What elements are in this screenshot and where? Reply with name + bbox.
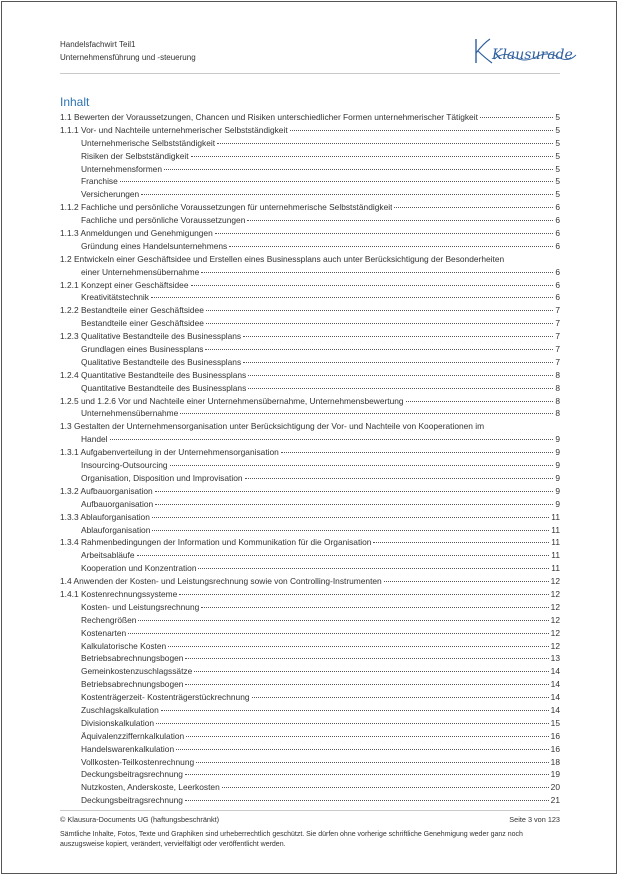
toc-leader-dots (243, 336, 553, 337)
toc-leader-dots (394, 207, 553, 208)
toc-leader-dots (191, 285, 554, 286)
toc-subentry[interactable] (60, 640, 560, 653)
toc-page-number: 11 (551, 511, 560, 522)
toc-page-number: 12 (550, 601, 560, 612)
toc-leader-dots (480, 117, 553, 118)
toc-entry-text: Gemeinkostenzuschlagssätze (81, 666, 193, 677)
toc-entry[interactable] (60, 111, 560, 124)
toc-page-number: 7 (555, 344, 560, 355)
toc-leader-dots (137, 555, 550, 556)
toc-leader-dots (191, 156, 554, 157)
toc-entry-text: Franchise (81, 176, 118, 187)
toc-page-number: 5 (555, 163, 560, 174)
toc-entry[interactable] (60, 124, 560, 137)
toc-page-number: 11 (551, 537, 560, 548)
toc-entry-text: Kooperation und Konzentration (81, 563, 197, 574)
toc-entry-text: Unternehmensformen (81, 163, 162, 174)
toc-entry-text: 1.3.3 Ablauforganisation (60, 511, 150, 522)
toc-entry-text: Aufbauorganisation (81, 498, 154, 509)
toc-page-number: 16 (550, 743, 560, 754)
toc-leader-dots (290, 130, 554, 131)
toc-entry-text: Grundlagen eines Businessplans (81, 344, 204, 355)
toc-entry[interactable] (60, 330, 560, 343)
toc-leader-dots (155, 504, 553, 505)
toc-page-number: 6 (555, 202, 560, 213)
toc-leader-dots (217, 143, 553, 144)
toc-entry-text: Arbeitsabläufe (81, 550, 135, 561)
toc-subentry[interactable] (60, 459, 560, 472)
toc-leader-dots (229, 246, 553, 247)
toc-leader-dots (248, 375, 553, 376)
toc-page-number: 19 (550, 769, 560, 780)
toc-entry[interactable] (60, 485, 560, 498)
toc-page-number: 11 (551, 524, 560, 535)
toc-leader-dots (152, 517, 549, 518)
toc-page-number: 6 (555, 266, 560, 277)
toc-leader-dots (206, 310, 553, 311)
toc-entry-text: einer Unternehmensübernahme (81, 266, 200, 277)
toc-leader-dots (215, 233, 554, 234)
toc-page-number: 11 (551, 563, 560, 574)
toc-leader-dots (155, 491, 554, 492)
toc-entry-text: Äquivalenzziffernkalkulation (81, 730, 185, 741)
toc-leader-dots (281, 452, 553, 453)
table-of-contents (60, 111, 560, 807)
toc-page-number: 21 (550, 795, 560, 806)
toc-leader-dots (222, 787, 549, 788)
header-divider (60, 73, 560, 74)
toc-subentry[interactable] (60, 678, 560, 691)
toc-entry-text: Kostenträgerzeit- Kostenträgerstückrechnung (81, 692, 250, 703)
toc-subentry[interactable] (60, 549, 560, 562)
toc-subentry[interactable] (60, 756, 560, 769)
toc-leader-dots (156, 723, 549, 724)
toc-leader-dots (161, 710, 549, 711)
toc-subentry[interactable] (60, 356, 560, 369)
toc-page-number: 18 (550, 756, 560, 767)
toc-leader-dots (168, 646, 548, 647)
toc-leader-dots (205, 349, 553, 350)
toc-entry-text: 1.1.3 Anmeldungen und Genehmigungen (60, 228, 213, 239)
toc-leader-dots (243, 362, 553, 363)
toc-leader-dots (384, 581, 549, 582)
toc-page-number: 7 (555, 331, 560, 342)
toc-page-number: 9 (555, 460, 560, 471)
toc-page-number: 6 (555, 215, 560, 226)
toc-entry-text: 1.4 Anwenden der Kosten- und Leistungsrechnung sowie von Controlling-Instrumenten (60, 576, 382, 587)
toc-subentry[interactable] (60, 317, 560, 330)
toc-leader-dots (196, 762, 549, 763)
toc-page-number: 8 (555, 395, 560, 406)
header-subtitle: Unternehmensführung und -steuerung (60, 53, 196, 62)
toc-entry-text: 1.3 Gestalten der Unternehmensorganisation unter Berücksichtigung der Vor- und Nachteile von Kooperationen im (60, 421, 485, 432)
toc-entry-text: Gründung eines Handelsunternehmens (81, 240, 228, 251)
toc-leader-dots (180, 413, 553, 414)
toc-subentry[interactable] (60, 627, 560, 640)
toc-subentry[interactable] (60, 781, 560, 794)
toc-page-number: 6 (555, 240, 560, 251)
toc-entry-text: Handelswarenkalkulation (81, 743, 175, 754)
toc-page-number: 5 (555, 189, 560, 200)
toc-subentry[interactable] (60, 524, 560, 537)
toc-subentry[interactable] (60, 601, 560, 614)
toc-page-number: 13 (550, 653, 560, 664)
toc-leader-dots (138, 620, 548, 621)
toc-entry[interactable] (60, 227, 560, 240)
toc-entry-text: Unternehmensübernahme (81, 408, 179, 419)
toc-subentry[interactable] (60, 562, 560, 575)
toc-title: Inhalt (60, 95, 90, 109)
toc-entry-text: 1.2.5 und 1.2.6 Vor und Nachteile einer Unternehmensübernahme, Unternehmensbewertung (60, 395, 404, 406)
toc-subentry[interactable] (60, 382, 560, 395)
toc-page-number: 12 (550, 627, 560, 638)
toc-entry[interactable] (60, 395, 560, 408)
toc-leader-dots (373, 542, 549, 543)
toc-entry-continuation[interactable] (60, 266, 560, 279)
toc-entry-text: Risiken der Selbstständigkeit (81, 150, 189, 161)
toc-leader-dots (185, 774, 549, 775)
toc-page-number: 8 (555, 369, 560, 380)
toc-entry[interactable] (60, 201, 560, 214)
toc-page-number: 7 (555, 305, 560, 316)
toc-page-number: 11 (551, 550, 560, 561)
toc-leader-dots (248, 388, 553, 389)
toc-leader-dots (110, 439, 554, 440)
toc-page-number: 9 (555, 498, 560, 509)
toc-page-number: 6 (555, 279, 560, 290)
toc-entry-text: 1.3.2 Aufbauorganisation (60, 485, 153, 496)
toc-leader-dots (245, 478, 554, 479)
toc-entry[interactable] (60, 511, 560, 524)
toc-leader-dots (141, 194, 553, 195)
toc-leader-dots (201, 607, 548, 608)
toc-page-number: 8 (555, 408, 560, 419)
toc-entry-text: Kreativitätstechnik (81, 292, 149, 303)
toc-entry-text: 1.2.4 Quantitative Bestandteile des Businessplans (60, 369, 247, 380)
toc-entry-text: 1.1 Bewerten der Voraussetzungen, Chancen und Risiken unterschiedlicher Formen unternehmerischer Tätigkeit (60, 112, 478, 122)
toc-leader-dots (206, 323, 553, 324)
toc-entry[interactable] (60, 253, 560, 266)
toc-entry-text: Deckungsbeitragsrechnung (81, 795, 183, 806)
toc-page-number: 12 (550, 588, 560, 599)
toc-page-number: 9 (555, 485, 560, 496)
toc-page-number: 14 (550, 679, 560, 690)
toc-entry-text: Handel (81, 434, 108, 445)
toc-leader-dots (247, 220, 553, 221)
toc-page-number: 9 (555, 472, 560, 483)
toc-subentry[interactable] (60, 717, 560, 730)
toc-subentry[interactable] (60, 498, 560, 511)
toc-subentry[interactable] (60, 691, 560, 704)
toc-subentry[interactable] (60, 614, 560, 627)
toc-page-number: 5 (555, 150, 560, 161)
toc-entry-text: Organisation, Disposition und Improvisation (81, 472, 243, 483)
toc-subentry[interactable] (60, 137, 560, 150)
toc-entry-text: Divisionskalkulation (81, 717, 155, 728)
footer-legal-note: Sämtliche Inhalte, Fotos, Texte und Graphiken sind urheberrechtlich geschützt. Sie dürfen ohne vorherige schriftliche Genehmigung weder ganz noch auszugsweise kopiert, verändert, vervielfältigt oder veröffentlicht werden. (60, 831, 523, 848)
toc-page-number: 6 (555, 228, 560, 239)
toc-subentry[interactable] (60, 291, 560, 304)
toc-entry[interactable] (60, 446, 560, 459)
toc-leader-dots (120, 181, 554, 182)
toc-leader-dots (201, 272, 553, 273)
toc-subentry[interactable] (60, 175, 560, 188)
toc-page-number: 15 (550, 717, 560, 728)
toc-subentry[interactable] (60, 472, 560, 485)
toc-entry-text: Rechengrößen (81, 614, 137, 625)
toc-entry-text: Quantitative Bestandteile des Businessplans (81, 382, 247, 393)
toc-entry-text: Bestandteile einer Geschäftsidee (81, 318, 204, 329)
toc-subentry[interactable] (60, 188, 560, 201)
toc-leader-dots (185, 684, 548, 685)
toc-leader-dots (179, 594, 548, 595)
toc-page-number: 16 (550, 730, 560, 741)
toc-entry-text: Unternehmerische Selbstständigkeit (81, 137, 216, 148)
toc-page-number: 5 (555, 124, 560, 135)
toc-entry[interactable] (60, 588, 560, 601)
toc-page-number: 7 (555, 356, 560, 367)
toc-entry[interactable] (60, 369, 560, 382)
toc-leader-dots (128, 633, 549, 634)
footer-page-number: Seite 3 von 123 (509, 815, 560, 824)
toc-subentry[interactable] (60, 743, 560, 756)
toc-entry-text: Betriebsabrechnungsbogen (81, 679, 184, 690)
toc-subentry[interactable] (60, 407, 560, 420)
toc-subentry[interactable] (60, 240, 560, 253)
logo-graphic (470, 33, 580, 69)
toc-page-number: 12 (550, 576, 560, 587)
toc-entry-text: 1.2.1 Konzept einer Geschäftsidee (60, 279, 189, 290)
toc-page-number: 5 (555, 176, 560, 187)
toc-leader-dots (185, 800, 549, 801)
logo-text: Klausurade (492, 47, 573, 63)
toc-page-number: 20 (550, 782, 560, 793)
toc-subentry[interactable] (60, 150, 560, 163)
toc-page-number: 12 (550, 640, 560, 651)
toc-subentry[interactable] (60, 665, 560, 678)
toc-leader-dots (152, 530, 549, 531)
toc-subentry[interactable] (60, 343, 560, 356)
toc-leader-dots (198, 568, 549, 569)
toc-entry-continuation[interactable] (60, 433, 560, 446)
toc-leader-dots (170, 465, 554, 466)
toc-entry-text: Ablauforganisation (81, 524, 151, 535)
toc-entry-text: 1.2 Entwickeln einer Geschäftsidee und Erstellen eines Businessplans auch unter Berücksichtigung der Besonderheiten (60, 253, 505, 264)
toc-subentry[interactable] (60, 214, 560, 227)
toc-subentry[interactable] (60, 730, 560, 743)
toc-entry[interactable] (60, 279, 560, 292)
toc-entry-text: 1.3.1 Aufgabenverteilung in der Unternehmensorganisation (60, 447, 279, 458)
toc-entry-text: Kosten- und Leistungsrechnung (81, 601, 200, 612)
toc-leader-dots (252, 697, 549, 698)
toc-page-number: 9 (555, 447, 560, 458)
toc-page-number: 12 (550, 614, 560, 625)
toc-entry[interactable] (60, 304, 560, 317)
toc-page-number: 5 (555, 137, 560, 148)
toc-entry-text: Versicherungen (81, 189, 140, 200)
toc-entry-text: 1.1.2 Fachliche und persönliche Voraussetzungen für unternehmerische Selbstständigkeit (60, 202, 393, 213)
toc-leader-dots (151, 297, 553, 298)
toc-leader-dots (186, 736, 548, 737)
toc-subentry[interactable] (60, 652, 560, 665)
toc-leader-dots (185, 658, 548, 659)
toc-entry-text: 1.1.1 Vor- und Nachteile unternehmerischer Selbstständigkeit (60, 124, 288, 135)
toc-entry-text: 1.4.1 Kostenrechnungssysteme (60, 588, 178, 599)
toc-entry[interactable] (60, 575, 560, 588)
toc-entry-text: Zuschlagskalkulation (81, 704, 159, 715)
toc-leader-dots (164, 169, 553, 170)
toc-page-number: 14 (550, 666, 560, 677)
toc-subentry[interactable] (60, 768, 560, 781)
toc-entry[interactable] (60, 420, 560, 433)
toc-entry-text: Fachliche und persönliche Voraussetzungen (81, 215, 246, 226)
toc-page-number: 9 (555, 434, 560, 445)
toc-subentry[interactable] (60, 163, 560, 176)
toc-page-number: 7 (555, 318, 560, 329)
toc-entry-text: Kostenarten (81, 627, 127, 638)
header-title: Handelsfachwirt Teil1 (60, 40, 136, 49)
klausurade-logo (470, 33, 580, 69)
toc-leader-dots (176, 749, 549, 750)
toc-subentry[interactable] (60, 704, 560, 717)
toc-entry-text: Qualitative Bestandteile des Businessplans (81, 356, 242, 367)
toc-entry-text: 1.2.3 Qualitative Bestandteile des Businessplans (60, 331, 242, 342)
toc-entry-text: Kalkulatorische Kosten (81, 640, 167, 651)
footer-copyright: © Klausura-Documents UG (haftungsbeschränkt) (60, 815, 220, 824)
toc-page-number: 14 (550, 692, 560, 703)
toc-page-number: 6 (555, 292, 560, 303)
toc-page-number: 5 (555, 112, 560, 122)
page-header (60, 38, 196, 64)
footer-divider (60, 810, 560, 811)
toc-entry-text: Vollkosten-Teilkostenrechnung (81, 756, 195, 767)
toc-entry-text: Insourcing-Outsourcing (81, 460, 168, 471)
toc-leader-dots (406, 401, 554, 402)
toc-subentry[interactable] (60, 794, 560, 807)
toc-entry[interactable] (60, 536, 560, 549)
toc-page-number: 8 (555, 382, 560, 393)
toc-entry-text: 1.2.2 Bestandteile einer Geschäftsidee (60, 305, 204, 316)
toc-entry-text: 1.3.4 Rahmenbedingungen der Information und Kommunikation für die Organisation (60, 537, 372, 548)
toc-entry-text: Nutzkosten, Anderskoste, Leerkosten (81, 782, 220, 793)
toc-page-number: 14 (550, 704, 560, 715)
toc-leader-dots (194, 671, 548, 672)
toc-entry-text: Betriebsabrechnungsbogen (81, 653, 184, 664)
toc-entry-text: Deckungsbeitragsrechnung (81, 769, 183, 780)
